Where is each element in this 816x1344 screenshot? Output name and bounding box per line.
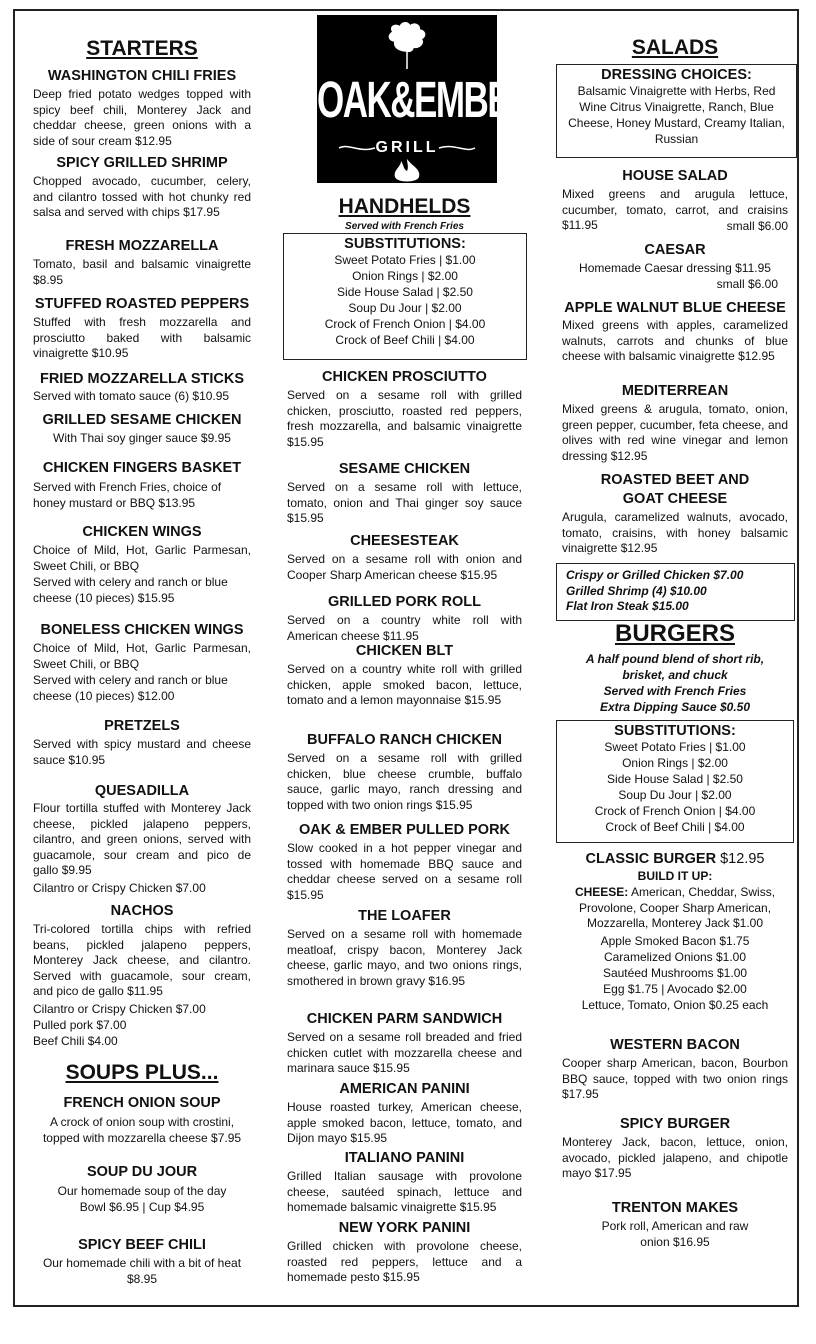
item-desc: Served on a country white roll with grilled chicken, apple smoked bacon, lettuce, tomato and a lemon mayonnaise $15.95 [287, 662, 522, 707]
item-extra: Pulled pork $7.00 [33, 1018, 127, 1032]
item-desc-2: Cilantro or Crispy Chicken $7.00 [33, 881, 206, 895]
cheese-options [562, 885, 788, 932]
handhelds-title: HANDHELDS [338, 195, 471, 218]
addon-line: Crispy or Grilled Chicken $7.00 [566, 568, 744, 582]
burgers-tagline: Served with French Fries [603, 684, 747, 698]
burgers-substitutions-box [556, 720, 794, 843]
item-name: SESAME CHICKEN [338, 461, 471, 477]
item-name: WESTERN BACON [610, 1037, 740, 1053]
item-extra: Cilantro or Crispy Chicken $7.00 [33, 1002, 206, 1016]
subs-title: SUBSTITUTIONS: [614, 723, 736, 739]
item-desc: Our homemade chili with a bit of heat $8.95 [42, 1256, 242, 1286]
item-name: CHICKEN PROSCIUTTO [322, 369, 487, 385]
item-desc: Deep fried potato wedges topped with spicy beef chili, Monterey Jack and cheddar cheese, green onions with a side of sour cream $12.95 [33, 87, 251, 148]
item-desc: Tri-colored tortilla chips with refried beans, pickled jalapeno peppers, Monterey Jack cheese, and cilantro. Served with guacamole, sour cream, and pico de gallo $11.95 [33, 922, 251, 998]
item-name: HOUSE SALAD [622, 168, 728, 184]
item-name: QUESADILLA [94, 783, 190, 799]
item-desc: Served with tomato sauce (6) $10.95 [33, 389, 230, 403]
item-desc: Flour tortilla stuffed with Monterey Jack cheese, pickled jalapeno peppers, cilantro, and green onions, served with guacamole, sour cream and pico de gallo $9.95 [33, 801, 251, 877]
dressing-choices-box [556, 64, 797, 158]
item-desc: Homemade Caesar dressing $11.95 [579, 261, 771, 275]
addon-line: Grilled Shrimp (4) $10.00 [566, 583, 707, 598]
item-name: CHICKEN BLT [355, 643, 454, 659]
item-name: MEDITERREAN [621, 383, 729, 399]
item-desc: Choice of Mild, Hot, Garlic Parmesan, Sweet Chili, or BBQ [33, 543, 251, 573]
build-item: Apple Smoked Bacon $1.75 [600, 934, 750, 948]
build-item: Egg $1.75 | Avocado $2.00 [603, 982, 747, 996]
item-name-2: GOAT CHEESE [622, 491, 728, 507]
item-desc: Tomato, basil and balsamic vinaigrette $8.95 [33, 257, 251, 287]
item-desc: Served on a sesame roll with grilled chicken, prosciutto, roasted red peppers, fresh mozzarella, and balsamic vinaigrette $15.95 [287, 388, 522, 449]
dressing-title: DRESSING CHOICES: [601, 67, 752, 83]
cheese-label: CHEESE: [574, 885, 629, 899]
item-desc: Chopped avocado, cucumber, celery, and cilantro tossed with hot chunky red salsa and served with chips $17.95 [33, 174, 251, 219]
subs-title: SUBSTITUTIONS: [344, 236, 466, 252]
item-desc-2: Served with celery and ranch or blue cheese (10 pieces) $12.00 [33, 673, 228, 703]
item-name: CHICKEN WINGS [82, 524, 202, 540]
item-desc: Mixed greens and arugula lettuce, cucumber, tomato, carrot, and craisins $11.95 [562, 187, 788, 232]
item-desc: Served with spicy mustard and cheese sauce $10.95 [33, 737, 251, 767]
item-name: GRILLED SESAME CHICKEN [42, 412, 242, 428]
item-desc: Grilled Italian sausage with provolone cheese, sautéed spinach, lettuce and homemade balsamic vinaigrette $15.95 [287, 1169, 522, 1214]
item-name: SPICY BEEF CHILI [78, 1237, 206, 1253]
item-desc: Served on a sesame roll with homemade meatloaf, crispy bacon, Monterey Jack cheese, garlic mayo, and two onions rings, smothered in brown gravy $16.95 [287, 927, 522, 988]
item-name: CAESAR [644, 242, 706, 258]
item-desc: Mixed greens & arugula, tomato, onion, green pepper, cucumber, feta cheese, and olives with red wine vinegar and lemon dressing $12.95 [562, 402, 788, 463]
logo-name: OAK&EMBER [317, 72, 533, 129]
item-name: BONELESS CHICKEN WINGS [40, 622, 244, 638]
handhelds-substitutions-box [283, 233, 527, 360]
item-desc: Arugula, caramelized walnuts, avocado, tomato, craisins, with honey balsamic vinaigrette $12.95 [562, 510, 788, 555]
build-item: Lettuce, Tomato, Onion $0.25 each [581, 998, 769, 1012]
item-desc: Served with French Fries, choice of honey mustard or BBQ $13.95 [33, 480, 222, 510]
flame-icon [387, 157, 427, 183]
item-desc: Pork roll, American and raw onion $16.95 [601, 1219, 749, 1249]
item-name: TRENTON MAKES [611, 1200, 739, 1216]
sub-line: Side House Salad | $2.50 [607, 772, 743, 786]
handhelds-note: Served with French Fries [345, 221, 464, 232]
salad-addons-box [556, 563, 795, 621]
salads-title: SALADS [631, 36, 719, 59]
item-name: WASHINGTON CHILI FRIES [47, 68, 237, 84]
item-name: SPICY BURGER [619, 1116, 731, 1132]
item-desc: Served on a sesame roll breaded and fried chicken cutlet with mozzarella cheese and marinara sauce $15.95 [287, 1030, 522, 1075]
sub-line: Soup Du Jour | $2.00 [348, 301, 462, 315]
dressing-list: Balsamic Vinaigrette with Herbs, Red Wine Citrus Vinaigrette, Ranch, Blue Cheese, Honey Mustard, Creamy Italian, Russian [568, 84, 785, 146]
build-title: BUILD IT UP: [637, 869, 713, 883]
burgers-title: BURGERS [614, 620, 735, 647]
item-desc: Stuffed with fresh mozzarella and prosciutto baked with balsamic vinaigrette $10.95 [33, 315, 251, 360]
item-desc-2: Served with celery and ranch or blue cheese (10 pieces) $15.95 [33, 575, 228, 605]
burgers-tagline: brisket, and chuck [622, 668, 728, 682]
sub-line: Crock of French Onion | $4.00 [324, 317, 486, 331]
burgers-tagline: Extra Dipping Sauce $0.50 [599, 700, 751, 714]
cheese-list: American, Cheddar, Swiss, Provolone, Cooper Sharp American, Mozzarella, Monterey Jack $1.00 [578, 885, 776, 930]
item-name: SOUP DU JOUR [86, 1164, 198, 1180]
item-desc: Monterey Jack, bacon, lettuce, onion, avocado, pickled jalapeno, and chipotle mayo $17.95 [562, 1135, 788, 1180]
burgers-tagline: A half pound blend of short rib, [585, 652, 765, 666]
oak-ember-logo [317, 15, 533, 183]
item-name: ROASTED BEET AND [600, 472, 750, 488]
addon-line: Flat Iron Steak $15.00 [566, 599, 689, 613]
starters-title: STARTERS [86, 37, 198, 60]
item-desc: A crock of onion soup with crostini, topped with mozzarella cheese $7.95 [42, 1115, 242, 1145]
item-name: GRILLED PORK ROLL [327, 594, 482, 610]
item-desc-2: Bowl $6.95 | Cup $4.95 [79, 1200, 205, 1214]
item-name: FRESH MOZZARELLA [65, 238, 219, 254]
item-name: APPLE WALNUT BLUE CHEESE [564, 300, 786, 316]
item-name: ITALIANO PANINI [344, 1150, 465, 1166]
classic-burger-price: $12.95 [720, 851, 765, 867]
item-name: THE LOAFER [358, 908, 451, 924]
sub-line: Sweet Potato Fries | $1.00 [334, 253, 476, 267]
item-extra: Beef Chili $4.00 [33, 1034, 118, 1048]
item-name: PRETZELS [104, 718, 180, 734]
classic-burger [562, 851, 788, 867]
item-desc: Served on a sesame roll with grilled chicken, blue cheese crumble, buffalo sauce, garlic mayo, ranch dressing and topped with two onion rings $15.95 [287, 751, 522, 812]
item-name: NACHOS [110, 903, 174, 919]
item-desc: Served on a sesame roll with onion and Cooper Sharp American cheese $15.95 [287, 552, 522, 582]
item-name: NEW YORK PANINI [338, 1220, 471, 1236]
item-desc: Served on a country white roll with American cheese $11.95 [287, 613, 522, 643]
item-small-price: small $6.00 [726, 219, 788, 233]
item-name: CHEESESTEAK [350, 533, 459, 549]
item-name: AMERICAN PANINI [339, 1081, 470, 1097]
item-desc: Mixed greens with apples, caramelized walnuts, carrots and chunks of blue cheese with balsamic vinaigrette $12.95 [562, 318, 788, 363]
sub-line: Onion Rings | $2.00 [622, 756, 728, 770]
oak-leaf-icon [381, 21, 433, 71]
sub-line: Crock of Beef Chili | $4.00 [605, 820, 745, 834]
build-item: Caramelized Onions $1.00 [603, 950, 747, 964]
sub-line: Sweet Potato Fries | $1.00 [604, 740, 746, 754]
classic-burger-name: CLASSIC BURGER [585, 851, 717, 867]
item-desc: Served on a sesame roll with lettuce, tomato, onion and Thai ginger soy sauce $15.95 [287, 480, 522, 525]
sub-line: Crock of French Onion | $4.00 [594, 804, 756, 818]
item-name: BUFFALO RANCH CHICKEN [307, 732, 502, 748]
logo-subtitle: GRILL [375, 139, 439, 156]
item-name: FRIED MOZZARELLA STICKS [39, 371, 245, 387]
soups-title: SOUPS PLUS... [65, 1061, 219, 1084]
item-name: CHICKEN FINGERS BASKET [42, 460, 242, 476]
item-desc: Our homemade soup of the day [57, 1184, 227, 1198]
item-desc: Cooper sharp American, bacon, Bourbon BBQ sauce, topped with two onion rings $17.95 [562, 1056, 788, 1101]
item-name: CHICKEN PARM SANDWICH [306, 1011, 503, 1027]
item-name: FRENCH ONION SOUP [63, 1095, 221, 1111]
item-desc: With Thai soy ginger sauce $9.95 [53, 431, 231, 445]
item-desc: Grilled chicken with provolone cheese, roasted red peppers, lettuce and a homemade pesto $15.95 [287, 1239, 522, 1284]
item-small-price: small $6.00 [716, 277, 778, 291]
item-name: STUFFED ROASTED PEPPERS [34, 296, 250, 312]
item-desc: Choice of Mild, Hot, Garlic Parmesan, Sweet Chili, or BBQ [33, 641, 251, 671]
item-desc: House roasted turkey, American cheese, apple smoked bacon, lettuce, tomato, and Dijon mayo $15.95 [287, 1100, 522, 1145]
item-desc: Slow cooked in a hot pepper vinegar and tossed with homemade BBQ sauce and cheddar cheese served on a sesame roll $15.95 [287, 841, 522, 902]
sub-line: Crock of Beef Chili | $4.00 [335, 333, 475, 347]
build-item: Sautéed Mushrooms $1.00 [602, 966, 748, 980]
sub-line: Onion Rings | $2.00 [352, 269, 458, 283]
sub-line: Soup Du Jour | $2.00 [618, 788, 732, 802]
sub-line: Side House Salad | $2.50 [337, 285, 473, 299]
item-name: SPICY GRILLED SHRIMP [56, 155, 228, 171]
item-name: OAK & EMBER PULLED PORK [298, 822, 511, 838]
